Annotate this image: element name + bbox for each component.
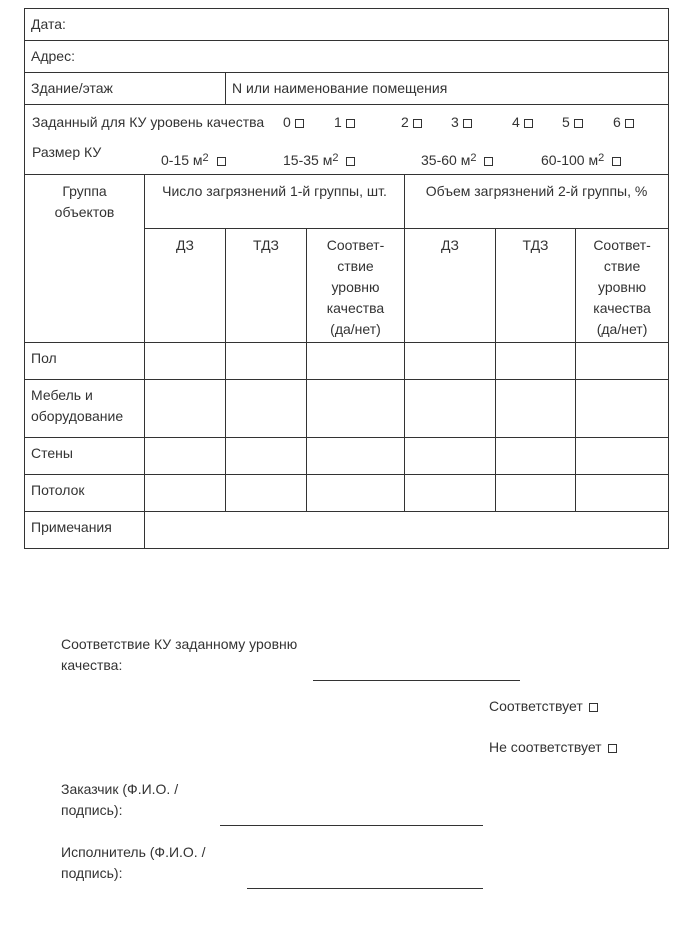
checkbox-icon[interactable] (346, 119, 355, 128)
table-cell[interactable] (405, 380, 496, 438)
table-row (25, 380, 669, 438)
table-cell[interactable] (576, 343, 669, 380)
contractor-signature-line[interactable] (247, 888, 483, 889)
table-cell[interactable] (145, 475, 226, 512)
table-row (25, 438, 669, 475)
customer-label: Заказчик (Ф.И.О. / подпись): (61, 781, 179, 818)
volume-header: Объем загрязнений 2-й группы, % (405, 175, 669, 229)
date-label: Дата: (31, 16, 66, 32)
table-cell[interactable] (307, 475, 405, 512)
table-cell[interactable] (576, 380, 669, 438)
group-header: Группа объектов (25, 175, 145, 343)
notes-row (25, 512, 669, 549)
checkbox-icon[interactable] (413, 119, 422, 128)
table-row (25, 475, 669, 512)
quality-level-2[interactable]: 2 (401, 112, 422, 133)
customer-signature-line[interactable] (220, 825, 483, 826)
table-cell[interactable] (496, 475, 576, 512)
quality-and-size-section (25, 105, 669, 175)
table-cell[interactable] (145, 380, 226, 438)
quality-level-4[interactable]: 4 (512, 112, 533, 133)
table-cell[interactable] (496, 380, 576, 438)
table-cell[interactable] (405, 438, 496, 475)
quality-level-6[interactable]: 6 (613, 112, 634, 133)
table-cell[interactable] (226, 343, 307, 380)
checkbox-icon[interactable] (524, 119, 533, 128)
count-dz-header: ДЗ (145, 229, 226, 343)
address-label: Адрес: (31, 48, 75, 64)
table-cell[interactable] (496, 438, 576, 475)
checkbox-icon[interactable] (574, 119, 583, 128)
table-cell[interactable] (496, 343, 576, 380)
date-field[interactable] (25, 9, 669, 41)
size-label: Размер КУ (32, 144, 102, 160)
table-cell[interactable] (145, 343, 226, 380)
notes-field[interactable] (145, 512, 669, 549)
size-option-60-100[interactable]: 60-100 $м^2$ (541, 150, 621, 171)
table-cell[interactable] (226, 475, 307, 512)
quality-level-1[interactable]: 1 (334, 112, 355, 133)
quality-level-3[interactable]: 3 (451, 112, 472, 133)
count-tdz-header: ТДЗ (226, 229, 307, 343)
building-field[interactable] (25, 73, 226, 105)
table-cell[interactable] (576, 438, 669, 475)
checkbox-icon[interactable] (625, 119, 634, 128)
row-label: Пол (25, 343, 145, 380)
row-label: Потолок (25, 475, 145, 512)
size-option-15-35[interactable]: 15-35 $м^2$ (283, 150, 355, 171)
checkbox-icon[interactable] (295, 119, 304, 128)
contractor-label: Исполнитель (Ф.И.О. / подпись): (61, 844, 206, 881)
not-complies-option[interactable]: Не соответствует (489, 739, 617, 755)
checkbox-icon[interactable] (484, 157, 493, 166)
table-row (25, 343, 669, 380)
checkbox-icon[interactable] (346, 157, 355, 166)
table-cell[interactable] (405, 475, 496, 512)
table-cell[interactable] (226, 380, 307, 438)
volume-compliance-header: Соответ-ствие уровню качества (да/нет) (576, 229, 669, 343)
table-cell[interactable] (405, 343, 496, 380)
row-label: Мебель и оборудование (25, 380, 145, 438)
quality-level-5[interactable]: 5 (562, 112, 583, 133)
quality-level-label: Заданный для КУ уровень качества (32, 114, 265, 130)
table-cell[interactable] (307, 343, 405, 380)
count-header: Число загрязнений 1-й группы, шт. (145, 175, 405, 229)
room-field[interactable] (226, 73, 669, 105)
checkbox-icon[interactable] (612, 157, 621, 166)
complies-option[interactable]: Соответствует (489, 698, 598, 714)
size-option-0-15[interactable]: 0-15 $м^2$ (161, 150, 226, 171)
address-field[interactable] (25, 41, 669, 73)
quality-level-0[interactable]: 0 (283, 112, 304, 133)
room-label: N или наименование помещения (232, 80, 448, 96)
row-label: Стены (25, 438, 145, 475)
compliance-signature-line[interactable] (313, 680, 520, 681)
table-cell[interactable] (576, 475, 669, 512)
volume-dz-header: ДЗ (405, 229, 496, 343)
building-label: Здание/этаж (31, 80, 113, 96)
checkbox-icon[interactable] (217, 157, 226, 166)
inspection-form-table (24, 8, 669, 549)
table-cell[interactable] (226, 438, 307, 475)
volume-tdz-header: ТДЗ (496, 229, 576, 343)
checkbox-icon[interactable] (463, 119, 472, 128)
notes-label: Примечания (25, 512, 145, 549)
table-cell[interactable] (307, 438, 405, 475)
checkbox-icon[interactable] (589, 703, 598, 712)
checkbox-icon[interactable] (608, 744, 617, 753)
size-option-35-60[interactable]: 35-60 $м^2$ (421, 150, 493, 171)
count-compliance-header: Соответ-ствие уровню качества (да/нет) (307, 229, 405, 343)
table-cell[interactable] (307, 380, 405, 438)
table-cell[interactable] (145, 438, 226, 475)
compliance-label: Соответствие КУ заданному уровню качества: (61, 636, 298, 673)
